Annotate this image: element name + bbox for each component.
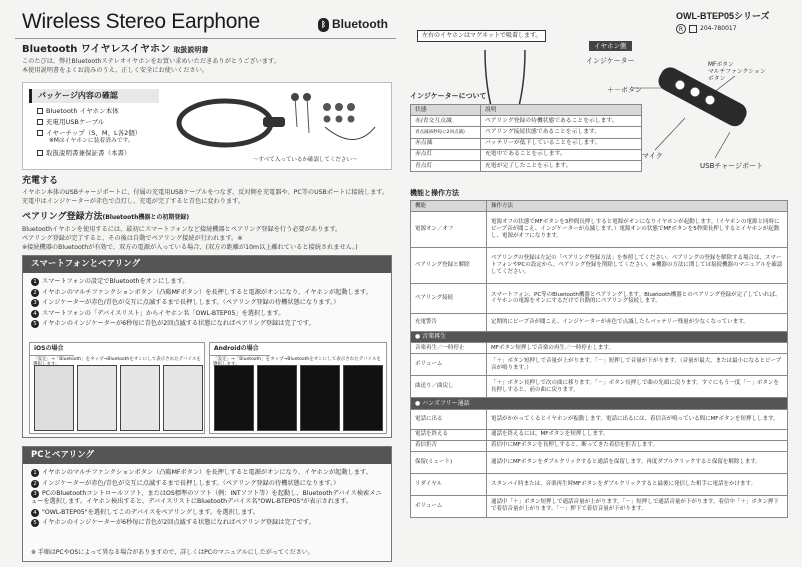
table-row: 音楽再生／一時停止 MFボタン短押しで音楽の再生／一時停止します。: [411, 343, 788, 354]
pc-title: PCとペアリング: [23, 447, 391, 464]
ios-screens: [34, 365, 203, 431]
indicator-table-title: インジケーターについて: [410, 92, 487, 100]
mf-label: MFボタン マルチファンクション ボタン: [708, 62, 766, 82]
usb-label: USBチャージポート: [700, 162, 764, 170]
cert-icon-2: [689, 25, 697, 33]
table-row: ● ハンズフリー通話: [411, 398, 788, 410]
package-item: Bluetooth イヤホン本体: [37, 107, 141, 115]
pc-steps: [31, 469, 387, 530]
manual-heading: Bluetooth ワイヤレスイヤホン 取扱説明書: [22, 44, 209, 55]
side-label: イヤホン側: [589, 41, 632, 51]
step-item: 1 イヤホンのマルチファンクションボタン（凸陥MFボタン）を長押しすると電源がオンになり、イヤホンが起動します。: [31, 469, 387, 477]
phone-screenshot: [300, 365, 340, 431]
table-row: 着信拒否 着信中にMFボタンを長押しすると、断ってきた着信を拒否します。: [411, 440, 788, 451]
table-row: 赤点灯 充電中であることを示します。: [411, 149, 642, 160]
table-row: 電話を終える 通話を終えるには、MFボタンを短押しします。: [411, 429, 788, 440]
table-row: ペアリング登録と解除 ペアリングの登録は左記の「ペアリング登録方法」を参照してください。ペアリングの登録を解除する場合は、スマートフォンやPCの設定から、ペアリング登録を削除してください。※機器の方法に関しては接続機器のマニュアルを確認してください。: [411, 247, 788, 283]
header-divider: [15, 38, 396, 39]
step-item: 4 スマートフォンの「デバイスリスト」からイヤホン名「OWL-BTEP05」を選択します。: [31, 310, 372, 318]
phone-screenshot: [120, 365, 160, 431]
product-title: Wireless Stereo Earphone: [22, 10, 260, 33]
step-item: 2 インジケーターが赤色/青色が交互に点滅するまで長押しします。（ペアリング登録の待機状態になります。）: [31, 480, 387, 488]
cert-mark: R 204-780017: [676, 24, 737, 34]
intro-text-1: このたびは、弊社Bluetoothステレオイヤホンをお買い求めいただきありがとうございます。: [22, 58, 280, 65]
android-desc: 「設定」→「Bluetooth」をタップ→Bluetoothをオンにして表示されたデバイスを: [213, 356, 381, 362]
plus-minus-label: ＋－ボタン: [607, 86, 642, 94]
intro-text-2: 本使用説明書をよくお読みのうえ、正しく安全にお使いください。: [22, 67, 208, 74]
smartphone-steps: [31, 278, 372, 331]
smartphone-section: [22, 255, 392, 438]
table-row: 保留(ミュート) 通話中にMFボタンをダブルクリックすると通話を保留します。再度ダブルクリックすると保留を解除します。: [411, 451, 788, 473]
table-row: ペアリング接続 スマートフォン、PC等のBluetooth機器とペアリングします。Bluetooth機器とのペアリング登録が完了していれば、イヤホンの電源をオンにするだけで自動的にペアリング接続します。: [411, 283, 788, 313]
step-item: 5 イヤホンのインジケーターが6秒毎に青色が2回点滅する状態になればペアリング登録は完了です。: [31, 320, 372, 328]
step-item: 3 インジケーターが赤色/青色が交互に点滅するまで長押しします。（ペアリング登録の待機状態になります。）: [31, 299, 372, 307]
table-row: ボリューム 「＋」ボタン短押しで音量が上がります。「－」短押しで音量が下がります。（音量が最大、または最小になるとビープ音が鳴ります。）: [411, 354, 788, 376]
table-row: 機能 操作方法: [411, 201, 788, 212]
model-name: OWL-BTEP05シリーズ: [676, 11, 770, 21]
cert-icon: R: [676, 24, 686, 34]
pairing-title: ペアリング登録方法(Bluetooth機器との初期登録): [22, 212, 190, 222]
mic-label: マイク: [642, 152, 663, 160]
table-row: 電源オン／オフ 電源オフの状態でMFボタンを3秒間長押しすると電源がオンになりイヤホンが起動します。（イヤホンの電源と同時にビープ音が聞こえ、インジケーターが点滅します。）電源オンの状態でMFボタンを5秒間長押しするとイヤホンが起動し、電源がオフになります。: [411, 211, 788, 247]
android-panel: [209, 342, 387, 434]
package-item: 充電用USBケーブル: [37, 118, 141, 126]
table-row: 青点滅(6秒毎に2回点滅) ペアリング接続状態であることを示します。: [411, 127, 642, 138]
table-row: 曲送り／曲戻し 「＋」ボタン長押しで次の曲に移ります。「－」ボタン長押しで曲の先頭に戻ります。すぐにもう一度「－」ボタンを長押しすると、前の曲に戻ります。: [411, 376, 788, 398]
table-row: 充電警告 定期的にビープ音が聞こえ、インジケーターが赤色で点滅したらバッテリー残量が少なくなっています。: [411, 313, 788, 331]
pairing-text-1: Bluetoothイヤホンを使用するには、最初にスマートフォンなど接続機器とペアリング登録を行う必要があります。: [22, 226, 342, 233]
step-item: 2 イヤホンのマルチファンクションボタン（凸陥MFボタン）を長押しすると電源がオンになり、イヤホンが起動します。: [31, 289, 372, 297]
table-row: 電話に出る 電話がかかってくるとイヤホンが振動します。電話に出るには、着信音が鳴っている間にMFボタンを短押しします。: [411, 409, 788, 429]
smartphone-title: スマートフォンとペアリング: [23, 256, 391, 273]
phone-screenshot: [163, 365, 203, 431]
ios-panel: [29, 342, 205, 434]
package-item: 取扱説明書兼保証書（本書）: [37, 149, 141, 157]
phone-screenshot: [257, 365, 297, 431]
table-row: ● 音楽再生: [411, 331, 788, 343]
package-list: [37, 107, 141, 157]
table-row: 赤点滅 バッテリーが低下していることを示します。: [411, 138, 642, 149]
step-item: 5 イヤホンのインジケーターが6秒毎に青色が2回点滅する状態になればペアリング登録は完了です。: [31, 519, 387, 527]
package-box: [22, 82, 392, 170]
table-row: 青点灯 充電が完了したことを示します。: [411, 161, 642, 172]
step-item: 1 スマートフォンの設定でBluetoothをオンにします。: [31, 278, 372, 286]
pc-note: ※ 手順はPCやOSによって異なる場合がありますので、詳しくはPCのマニュアルにしたがってください。: [31, 549, 314, 556]
ios-desc: 「設定」→「Bluetooth」をタップ→Bluetoothをオンにして表示されたデバイスを: [33, 356, 201, 362]
charge-text-2: 充電中はインジケーターが赤色で点灯し、充電が完了すると青色に変わります。: [22, 198, 244, 205]
ios-label: iOSの場合: [30, 343, 74, 356]
pairing-text-2: ペアリング登録が完了すると、その後は自動でペアリング接続が行われます。※: [22, 235, 243, 242]
charge-text-1: イヤホン本体のUSBチャージポートに、付属の充電用USBケーブルをつなぎ、反対側を充電器や、PC等のUSBポートに接続します。: [22, 189, 389, 196]
package-title: パッケージ内容の確認: [29, 89, 159, 103]
phone-screenshot: [34, 365, 74, 431]
ops-table: [410, 200, 788, 518]
package-note-m: ※Mはイヤホンに装着済みです。: [49, 138, 134, 145]
step-item: 4 "OWL-BTEP05"を選択してこのデバイスをペアリングします。を選択します。: [31, 509, 387, 517]
phone-screenshot: [77, 365, 117, 431]
ops-title: 機能と操作方法: [410, 189, 459, 197]
android-label: Androidの場合: [210, 343, 270, 356]
table-row: 状態 説明: [411, 105, 642, 116]
package-item: イヤーチップ（S、M、L各2個）: [37, 129, 141, 137]
bluetooth-logo: ᛒ Bluetooth: [318, 17, 388, 32]
phone-screenshot: [343, 365, 383, 431]
phone-screenshot: [214, 365, 254, 431]
bluetooth-icon: ᛒ: [318, 18, 329, 32]
pairing-text-3: ※接続機器のBluetoothが有効で、双方の電源が入っている場合、(双方の距離が10m以上離れていると接続されません。): [22, 244, 358, 251]
package-illustration: [175, 87, 391, 165]
android-screens: [214, 365, 383, 431]
indicator-label: インジケーター: [586, 57, 635, 65]
magnet-note: 左右のイヤホンはマグネットで吸着します。: [417, 30, 546, 42]
step-item: 3 PCのBluetoothコントロールソフト、またはOS標準のソフト（例：INTソフト等）を起動し、Bluetoothデバイス検索メニューを選択します。イヤホン検出すると、デバイスリストにBluetoothデバイス名"OWL-BTEP05"が表示されます。: [31, 490, 382, 506]
indicator-table: [410, 104, 642, 172]
charge-title: 充電する: [22, 176, 59, 186]
table-row: リダイヤル スタンバイ時または、音楽再生時MFボタンをダブルクリックすると最後に発信した相手に電話をかけます。: [411, 473, 788, 495]
table-row: 赤/青交互点滅 ペアリング登録の待機状態であることを示します。: [411, 116, 642, 127]
package-note-all: ～すべて入っているか確認してください～: [253, 157, 358, 163]
table-row: ボリューム 通話中「＋」ボタン短押しで通話音量が上がります。「－」短押しで通話音量が下がります。着信中「＋」ボタン押下で着信音量が上がります。「－」押下で着信音量が下がります。: [411, 495, 788, 517]
pc-section: [22, 446, 392, 562]
